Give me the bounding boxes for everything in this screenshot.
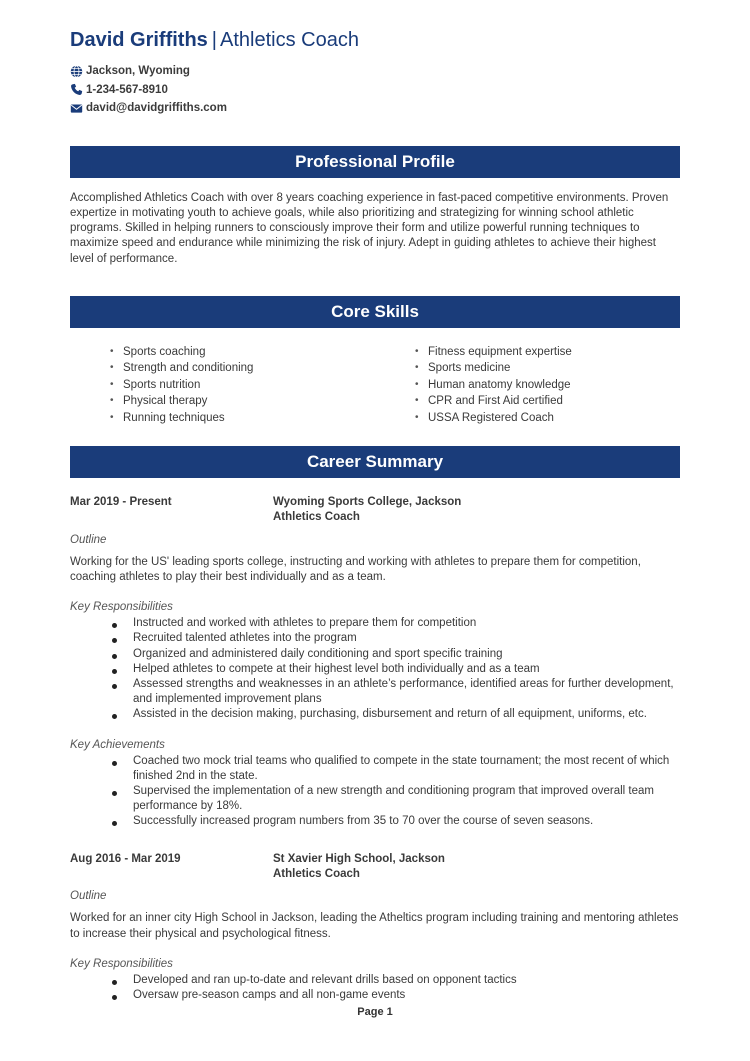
section-title-career: Career Summary bbox=[70, 446, 680, 478]
profile-text: Accomplished Athletics Coach with over 8 years coaching experience in fast-paced competitive environments. Proven expertize in motivating youth to achieve goals, while also prioritizing and strategizing for winning school athletic programs. Skilled in helping runners to consciously improve their form and utilize powerful running techniques to maximize speed and endurance while minimizing the risk of injury. Adept in guiding athletes to achieve their highest level of performance. bbox=[70, 191, 669, 265]
job-entry bbox=[70, 852, 680, 1004]
job-organization: St Xavier High School, Jackson bbox=[273, 852, 445, 865]
responsibilities-list bbox=[70, 973, 680, 1003]
skill-item: • Human anatomy knowledge bbox=[415, 377, 680, 393]
envelope-icon bbox=[70, 102, 83, 115]
job-position: Athletics Coach bbox=[273, 867, 360, 880]
list-item: Developed and ran up-to-date and relevant drills based on opponent tactics bbox=[110, 973, 680, 988]
contact-location bbox=[70, 62, 680, 81]
skill-item: • Sports nutrition bbox=[110, 377, 375, 393]
skill-item: • USSA Registered Coach bbox=[415, 410, 680, 426]
job-outline: Worked for an inner city High School in Jackson, leading the Atheltics program including training and mentoring athletes to increase their physical and psychological fitness. bbox=[70, 912, 679, 940]
list-item: Supervised the implementation of a new strength and conditioning program that improved overall team performance by 18%. bbox=[110, 784, 680, 814]
job-org-block bbox=[273, 495, 461, 526]
skill-item: • Sports medicine bbox=[415, 360, 680, 376]
phone-text: 1-234-567-8910 bbox=[86, 83, 168, 96]
email-text[interactable]: david@davidgriffiths.com bbox=[86, 102, 227, 114]
list-item: Assisted in the decision making, purchasing, disbursement and return of all equipment, uniforms, etc. bbox=[110, 707, 680, 722]
candidate-name: David Griffiths bbox=[70, 29, 208, 51]
location-text: Jackson, Wyoming bbox=[86, 65, 190, 77]
contact-email bbox=[70, 99, 680, 118]
outline-label: Outline bbox=[70, 533, 107, 546]
list-item: Successfully increased program numbers from 35 to 70 over the course of seven seasons. bbox=[110, 814, 680, 829]
skill-item: • Running techniques bbox=[110, 410, 375, 426]
phone-icon bbox=[70, 83, 83, 96]
resume-header bbox=[70, 26, 680, 54]
job-entry bbox=[70, 495, 680, 830]
outline-label: Outline bbox=[70, 890, 107, 903]
job-dates: Mar 2019 - Present bbox=[70, 496, 172, 509]
list-item: Coached two mock trial teams who qualified to compete in the state tournament; the most recent of which finished 2nd in the state. bbox=[110, 754, 680, 784]
skills-column-left bbox=[70, 344, 375, 426]
skill-item: • Strength and conditioning bbox=[110, 360, 375, 376]
list-item: Recruited talented athletes into the program bbox=[110, 631, 680, 646]
job-dates: Aug 2016 - Mar 2019 bbox=[70, 852, 181, 865]
contact-block bbox=[70, 62, 680, 118]
section-title-skills: Core Skills bbox=[70, 296, 680, 328]
job-org-block bbox=[273, 852, 445, 883]
list-item: Instructed and worked with athletes to prepare them for competition bbox=[110, 616, 680, 631]
responsibilities-label: Key Responsibilities bbox=[70, 601, 173, 614]
job-header bbox=[70, 852, 680, 883]
list-item: Helped athletes to compete at their highest level both individually and as a team bbox=[110, 662, 680, 677]
skill-item: • Physical therapy bbox=[110, 393, 375, 409]
resume-page bbox=[70, 26, 680, 1003]
skill-item: • Fitness equipment expertise bbox=[415, 344, 680, 360]
achievements-list bbox=[70, 754, 680, 830]
section-title-profile: Professional Profile bbox=[70, 146, 680, 178]
achievements-label: Key Achievements bbox=[70, 738, 165, 751]
globe-icon bbox=[70, 65, 83, 78]
skill-item: • CPR and First Aid certified bbox=[415, 393, 680, 409]
page-number: Page 1 bbox=[357, 1006, 393, 1018]
list-item: Assessed strengths and weaknesses in an athlete’s performance, identified areas for further development, and implemented improvement plans bbox=[110, 677, 680, 707]
list-item: Organized and administered daily conditioning and sport specific training bbox=[110, 647, 680, 662]
skills-list bbox=[70, 344, 680, 426]
job-organization: Wyoming Sports College, Jackson bbox=[273, 496, 462, 509]
job-position: Athletics Coach bbox=[273, 511, 360, 524]
responsibilities-label: Key Responsibilities bbox=[70, 957, 173, 970]
skill-item: • Sports coaching bbox=[110, 344, 375, 360]
header-separator: | bbox=[211, 29, 217, 51]
contact-phone bbox=[70, 81, 680, 100]
job-outline: Working for the US' leading sports college, instructing and working with athletes to prepare them for competition, coaching athletes to play their best individually and as a team. bbox=[70, 555, 641, 583]
list-item: Oversaw pre-season camps and all non-game events bbox=[110, 988, 680, 1003]
job-header bbox=[70, 495, 680, 526]
responsibilities-list bbox=[70, 616, 680, 722]
candidate-role: Athletics Coach bbox=[220, 29, 359, 51]
skills-column-right bbox=[375, 344, 680, 426]
